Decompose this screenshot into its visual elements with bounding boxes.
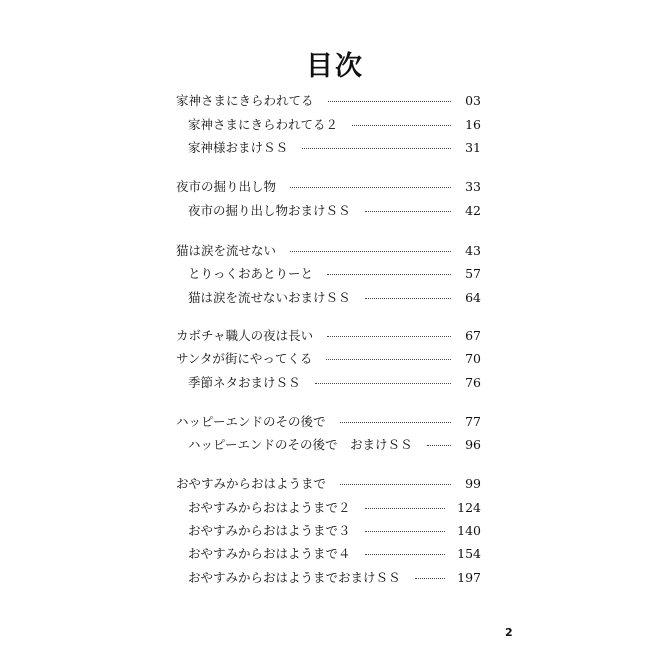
- toc-entry-page: 57: [465, 265, 481, 281]
- toc-entry-title: 家神さまにきらわれてる: [176, 93, 314, 108]
- toc-entry-title: 夜市の掘り出し物おまけＳＳ: [188, 203, 351, 218]
- toc-entry-page: 197: [457, 569, 481, 585]
- dot-leader: [365, 297, 451, 299]
- toc-entry-title: ハッピーエンドのその後で: [176, 414, 326, 429]
- dot-leader: [352, 124, 451, 126]
- dot-leader: [365, 507, 446, 509]
- toc-entry-title: 夜市の掘り出し物: [176, 179, 277, 194]
- toc-entry-title: 猫は涙を流せないおまけＳＳ: [188, 290, 351, 305]
- toc-entry[interactable]: [176, 90, 481, 110]
- dot-leader: [327, 273, 451, 275]
- toc-entry[interactable]: [188, 114, 481, 134]
- toc-entry-title: 家神さまにきらわれてる２: [188, 117, 339, 132]
- toc-entry[interactable]: [188, 434, 481, 454]
- toc-entry[interactable]: [188, 287, 481, 307]
- toc-entry[interactable]: [188, 520, 481, 540]
- toc-entry-page: 16: [465, 116, 481, 132]
- toc-entry-page: 03: [465, 92, 481, 108]
- toc-entry-page: 33: [465, 178, 481, 194]
- dot-leader: [290, 250, 451, 252]
- toc-entry[interactable]: [188, 200, 481, 220]
- toc-entry-page: 43: [465, 242, 481, 258]
- toc-entry-title: おやすみからおはようまで: [176, 476, 327, 491]
- page-title: 目次: [306, 51, 364, 82]
- toc-entry[interactable]: [176, 325, 481, 345]
- toc-entry-title: サンタが街にやってくる: [176, 351, 313, 366]
- toc-entry-page: 154: [457, 545, 481, 561]
- toc-entry-page: 124: [457, 499, 481, 515]
- toc-entry-title: カボチャ職人の夜は長い: [176, 328, 314, 343]
- toc-entry-title: とりっくおあとりーと: [188, 266, 314, 281]
- toc-entry-page: 42: [465, 202, 481, 218]
- toc-entry[interactable]: [176, 240, 481, 260]
- toc-entry[interactable]: [188, 543, 481, 563]
- toc-entry[interactable]: [176, 176, 481, 196]
- toc-entry-page: 140: [457, 522, 481, 538]
- toc-entry-page: 64: [465, 289, 481, 305]
- toc-entry-title: おやすみからおはようまで３: [188, 523, 351, 538]
- toc-entry-page: 67: [465, 327, 481, 343]
- toc-entry-title: ハッピーエンドのその後で おまけＳＳ: [188, 437, 413, 452]
- toc-entry-page: 70: [465, 350, 481, 366]
- dot-leader: [340, 483, 451, 485]
- dot-leader: [290, 186, 451, 188]
- toc-entry-page: 31: [465, 139, 481, 155]
- toc-entry-title: 家神様おまけＳＳ: [188, 140, 289, 155]
- toc-entry[interactable]: [188, 497, 481, 517]
- toc-entry[interactable]: [188, 567, 481, 587]
- dot-leader: [315, 382, 451, 384]
- dot-leader: [328, 100, 451, 102]
- toc-entry-title: おやすみからおはようまでおまけＳＳ: [188, 570, 401, 585]
- dot-leader: [415, 577, 446, 579]
- toc-entry-page: 76: [465, 374, 481, 390]
- dot-leader: [340, 421, 451, 423]
- dot-leader: [327, 335, 451, 337]
- toc-entry[interactable]: [176, 348, 481, 368]
- dot-leader: [302, 147, 451, 149]
- toc-entry[interactable]: [176, 411, 481, 431]
- dot-leader: [365, 530, 446, 532]
- dot-leader: [365, 210, 451, 212]
- toc-entry-title: 季節ネタおまけＳＳ: [188, 375, 301, 390]
- dot-leader: [427, 444, 451, 446]
- toc-entry-title: 猫は涙を流せない: [176, 243, 277, 258]
- toc-entry[interactable]: [176, 473, 481, 493]
- toc-entry-page: 99: [465, 475, 481, 491]
- dot-leader: [365, 553, 446, 555]
- toc-entry[interactable]: [188, 263, 481, 283]
- toc-entry[interactable]: [188, 137, 481, 157]
- toc-entry-page: 96: [465, 436, 481, 452]
- dot-leader: [326, 358, 451, 360]
- toc-entry[interactable]: [188, 372, 481, 392]
- page-number: 2: [505, 626, 513, 639]
- toc-entry-page: 77: [465, 413, 481, 429]
- toc-entry-title: おやすみからおはようまで２: [188, 500, 351, 515]
- toc-entry-title: おやすみからおはようまで４: [188, 546, 351, 561]
